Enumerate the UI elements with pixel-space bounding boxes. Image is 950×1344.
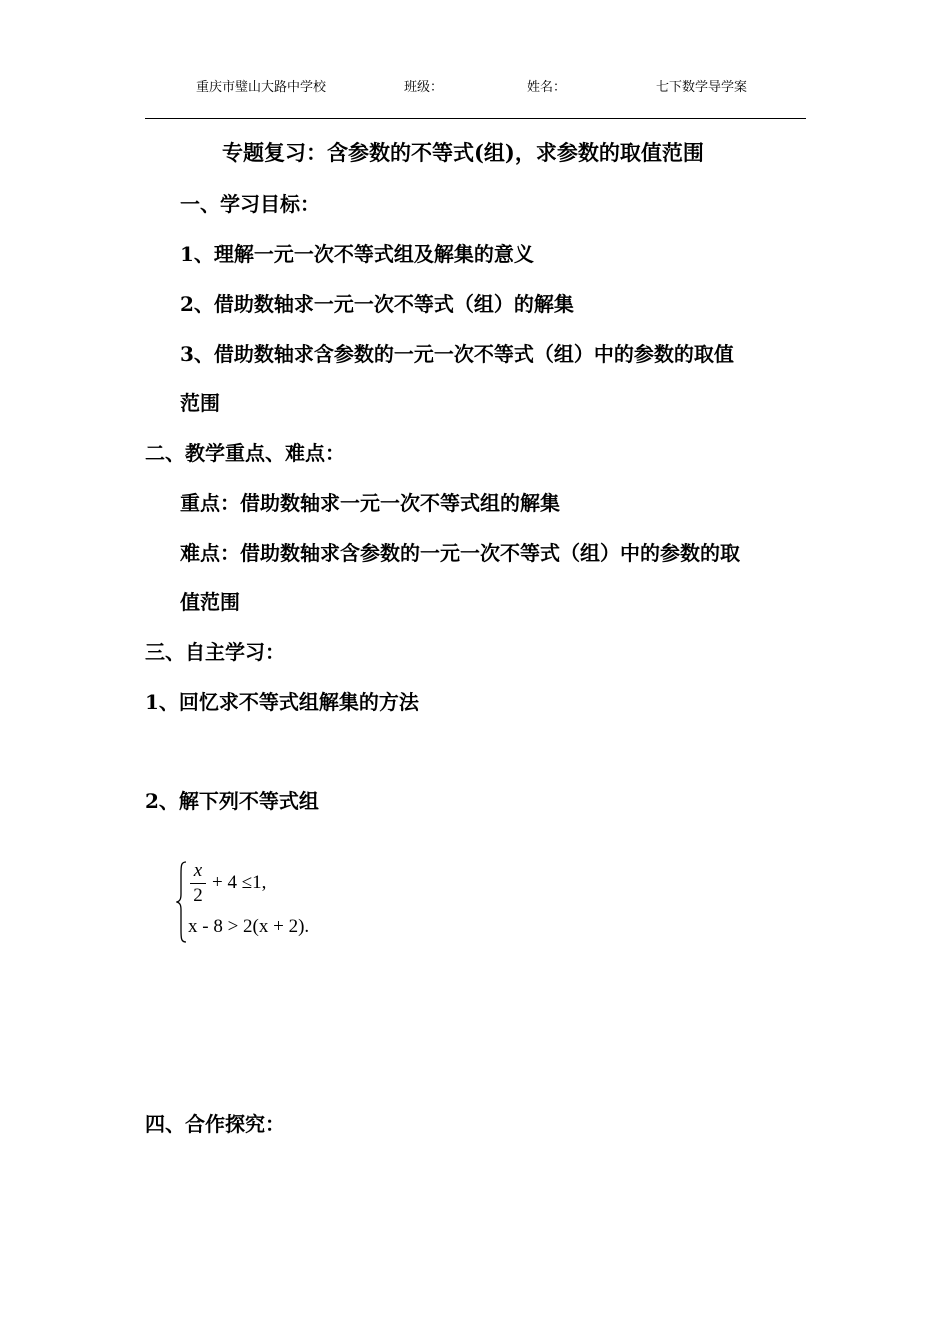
inequality-system [176,858,376,948]
objective-item-1: 1、理解一元一次不等式组及解集的意义 [180,242,534,266]
left-brace-icon [176,860,188,944]
section1-heading: 一、学习目标： [180,192,320,216]
fraction-bar [190,883,206,884]
objective-item-3: 3、借助数轴求含参数的一元一次不等式（组）中的参数的取值 [180,342,734,366]
fraction-numerator: x [193,860,203,881]
class-label: 班级： [404,80,444,95]
header-rule [145,118,806,119]
section2-heading: 二、教学重点、难点： [145,441,345,465]
course-title: 七下数学导学案 [656,80,748,95]
inequality-1-rest: + 4 ≤1, [212,872,267,893]
section4-heading: 四、合作探究： [145,1112,285,1136]
key-point: 重点：借助数轴求一元一次不等式组的解集 [180,491,560,515]
objective-item-3-cont: 范围 [180,391,220,415]
difficulty-line-2: 值范围 [180,590,240,614]
question-1: 1、回忆求不等式组解集的方法 [145,690,419,714]
fraction-denominator: 2 [193,885,203,906]
section3-heading: 三、自主学习： [145,640,285,664]
difficulty-line-1: 难点：借助数轴求含参数的一元一次不等式（组）中的参数的取 [180,541,740,565]
name-label: 姓名： [527,80,567,95]
page-header [0,76,950,98]
page-title: 专题复习：含参数的不等式(组)，求参数的取值范围 [222,140,704,165]
question-2: 2、解下列不等式组 [145,789,319,813]
fraction [190,860,206,907]
inequality-2: x - 8 > 2(x + 2). [188,916,310,937]
school-name: 重庆市璧山大路中学校 [196,80,327,95]
objective-item-2: 2、借助数轴求一元一次不等式（组）的解集 [180,292,574,316]
